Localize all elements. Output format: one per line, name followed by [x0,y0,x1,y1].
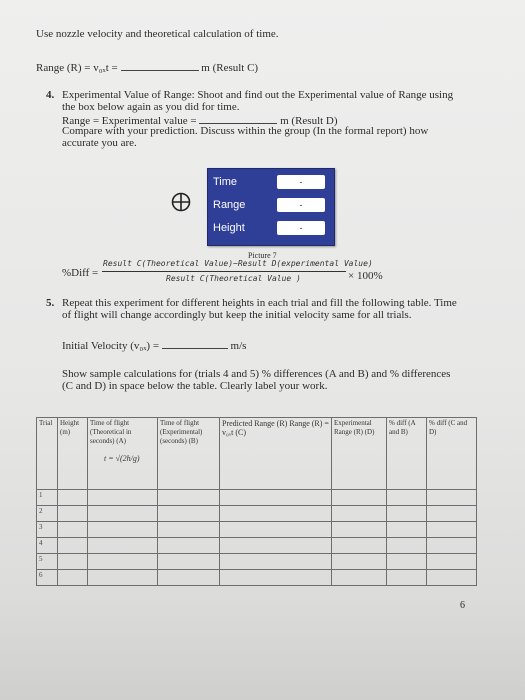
range-row [213,196,329,214]
step5-line2: of flight will change accordingly but keep the initial velocity same for all trials. [62,309,412,321]
height-label: Height [213,222,245,234]
experimental-range-label: Range = Experimental value = [62,115,197,127]
table-cell[interactable] [427,522,477,538]
picture-caption: Picture 7 [248,251,277,260]
table-cell[interactable] [427,570,477,586]
range-answer-blank[interactable] [121,60,199,71]
initial-velocity-unit: m/s [230,340,247,352]
time-value: - [277,175,325,189]
table-cell[interactable] [88,522,158,538]
table-cell[interactable] [158,522,220,538]
table-cell[interactable] [58,554,88,570]
range-value: - [277,198,325,212]
formula-multiplier: × 100% [348,270,383,282]
header-experimental-time: Time of flight (Experimental) (seconds) (B) [158,418,220,490]
header-diff-ab: % diff (A and B) [387,418,427,490]
range-result-c-label: m (Result C) [201,62,259,74]
table-row [37,490,477,506]
table-cell[interactable] [427,554,477,570]
header-diff-cd: % diff (C and D) [427,418,477,490]
step4-line1: Experimental Value of Range: Shoot and find out the Experimental value of Range using [62,89,454,101]
table-cell[interactable] [220,506,332,522]
table-cell[interactable] [427,506,477,522]
page-number: 6 [460,600,465,611]
range-label: Range [213,199,246,211]
table-cell[interactable] [58,570,88,586]
step4-line5: accurate you are. [62,137,137,149]
initial-velocity-label: Initial Velocity (v₀ₓ) = [62,340,160,352]
initial-velocity [62,338,246,353]
trial-number: 2 [37,506,58,522]
step4-line2: the box below again as you did for time. [62,101,240,113]
table-cell[interactable] [58,506,88,522]
table-cell[interactable] [58,538,88,554]
table-cell[interactable] [427,490,477,506]
table-cell[interactable] [387,506,427,522]
results-table [36,417,477,586]
table-cell[interactable] [158,538,220,554]
height-value: - [277,221,325,235]
table-cell[interactable] [332,570,387,586]
table-cell[interactable] [158,506,220,522]
table-row [37,522,477,538]
table-cell[interactable] [332,554,387,570]
time-row [213,173,329,191]
table-cell[interactable] [158,554,220,570]
header-trial: Trial [37,418,58,490]
table-cell[interactable] [220,490,332,506]
trial-number: 5 [37,554,58,570]
table-row [37,506,477,522]
trial-number: 1 [37,490,58,506]
trial-number: 6 [37,570,58,586]
trial-number: 4 [37,538,58,554]
table-cell[interactable] [88,490,158,506]
table-cell[interactable] [387,522,427,538]
table-cell[interactable] [332,522,387,538]
table-cell[interactable] [88,554,158,570]
table-row [37,554,477,570]
height-row [213,219,329,237]
table-cell[interactable] [88,538,158,554]
table-row [37,538,477,554]
table-cell[interactable] [387,490,427,506]
step5-line1: Repeat this experiment for different heights in each trial and fill the following table. Time [62,297,457,309]
table-cell[interactable] [387,570,427,586]
table-cell[interactable] [220,570,332,586]
formula-numerator: Result C(Theoretical Value)−Result D(experimental Value) [103,259,373,268]
time-label: Time [213,176,238,188]
table-cell[interactable] [332,506,387,522]
table-cell[interactable] [88,506,158,522]
table-cell[interactable] [88,570,158,586]
table-cell[interactable] [220,554,332,570]
table-cell[interactable] [332,538,387,554]
header-theoretical-time-text: Time of flight (Theoretical in seconds) (A) [90,419,132,445]
step4-number: 4. [46,89,55,101]
table-cell[interactable] [387,538,427,554]
range-equation-label: Range (R) = v₀ₓt = [36,62,118,74]
table-cell[interactable] [332,490,387,506]
experimental-range-blank[interactable] [199,113,277,124]
formula-denominator: Result C(Theoretical Value ) [166,274,301,283]
table-cell[interactable] [58,490,88,506]
table-cell[interactable] [158,490,220,506]
table-cell[interactable] [427,538,477,554]
table-header-row [37,418,477,490]
crosshair-icon [171,192,191,212]
initial-velocity-blank[interactable] [162,338,228,349]
step5-number: 5. [46,297,55,309]
fraction-bar [102,271,346,272]
table-row [37,570,477,586]
range-equation [36,60,258,75]
table-cell[interactable] [220,522,332,538]
table-cell[interactable] [387,554,427,570]
header-experimental-range: Experimental Range (R) (D) [332,418,387,490]
table-cell[interactable] [58,522,88,538]
table-cell[interactable] [158,570,220,586]
percent-diff-label: %Diff = [62,267,99,279]
table-cell[interactable] [220,538,332,554]
time-formula: t = √(2h/g) [104,454,140,463]
experimental-range-result-d: m (Result D) [280,115,338,127]
measurement-panel [207,168,335,246]
step5-line3: Show sample calculations for (trials 4 and 5) % differences (A and B) and % differences [62,368,451,380]
intro-text: Use nozzle velocity and theoretical calculation of time. [36,28,279,40]
header-height: Height (m) [58,418,88,490]
step4-line4: Compare with your prediction. Discuss within the group (In the formal report) how [62,125,429,137]
trial-number: 3 [37,522,58,538]
header-theoretical-time [88,418,158,490]
step5-line4: (C and D) in space below the table. Clearly label your work. [62,380,328,392]
header-predicted-range: Predicted Range (R) Range (R) = v₀ₓt (C) [220,418,332,490]
